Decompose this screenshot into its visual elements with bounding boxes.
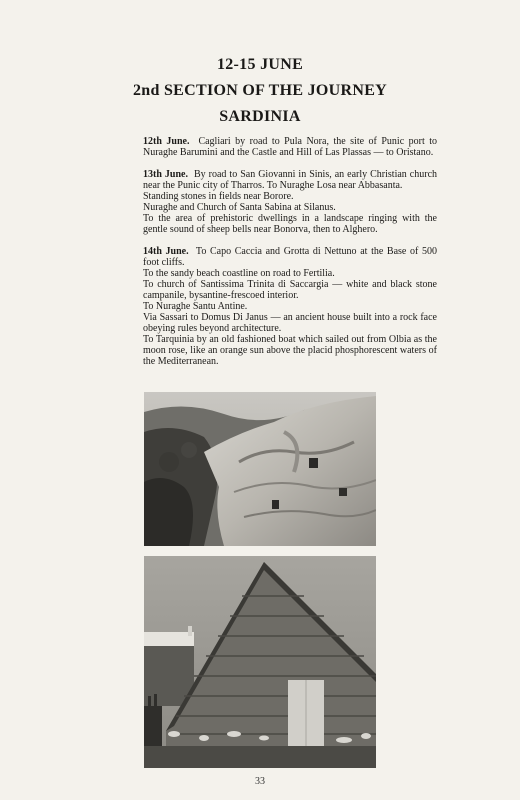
photo-thatched-hut	[144, 556, 376, 768]
photo-rock-dwelling	[144, 392, 376, 546]
entry-line: Via Sassari to Domus Di Janus — an ancient house built into a rock face obeying rules beyond architecture.	[143, 312, 437, 334]
entry-line: Cagliari by road to Pula Nora, the site of Punic port to Nuraghe Barumini and the Castle and Hill of Las Plassas — to Oristano.	[143, 136, 438, 158]
entry-line: To Capo Caccia and Grotta di Nettuno at the Base of 500 foot cliffs.	[143, 246, 438, 268]
title-block	[0, 52, 520, 130]
entry-paragraph	[143, 169, 437, 191]
entry-date: 14th June.	[143, 246, 189, 257]
entry-date: 13th June.	[143, 169, 188, 180]
entry-line: Standing stones in fields near Borore.	[143, 191, 294, 202]
rock-cliff-photo-image	[144, 392, 376, 546]
entry-paragraph	[143, 246, 437, 268]
thatched-hut-photo-image	[144, 556, 376, 768]
title-region: SARDINIA	[219, 108, 301, 125]
entry-paragraph	[143, 136, 437, 158]
entry-12-june	[143, 136, 437, 158]
page-number: 33	[255, 776, 265, 787]
entry-line: To the area of prehistoric dwellings in a landscape ringing with the gentle sound of sheep bells near Bonorva, then to Alghero.	[143, 213, 437, 235]
entry-line: To Tarquinia by an old fashioned boat which sailed out from Olbia as the moon rose, like an orange sun above the placid phosphorescent waters of the Mediterranean.	[143, 334, 437, 367]
entry-line: To the sandy beach coastline on road to Fertilia.	[143, 268, 335, 279]
entry-line: By road to San Giovanni in Sinis, an early Christian church near the Punic city of Tharros. To Nuraghe Losa near Abbasanta.	[143, 169, 438, 191]
entry-line: Nuraghe and Church of Santa Sabina at Silanus.	[143, 202, 336, 213]
entry-13-june	[143, 169, 437, 235]
title-section: 2nd SECTION OF THE JOURNEY	[132, 82, 388, 99]
entry-14-june	[143, 246, 437, 367]
title-dates: 12-15 JUNE	[216, 56, 304, 73]
itinerary-text	[143, 136, 437, 378]
entry-line: To Nuraghe Santu Antine.	[143, 301, 248, 312]
entry-line: To church of Santissima Trinita di Saccargia — white and black stone campanile, bysantine-frescoed interior.	[143, 279, 437, 301]
entry-date: 12th June.	[143, 136, 190, 147]
